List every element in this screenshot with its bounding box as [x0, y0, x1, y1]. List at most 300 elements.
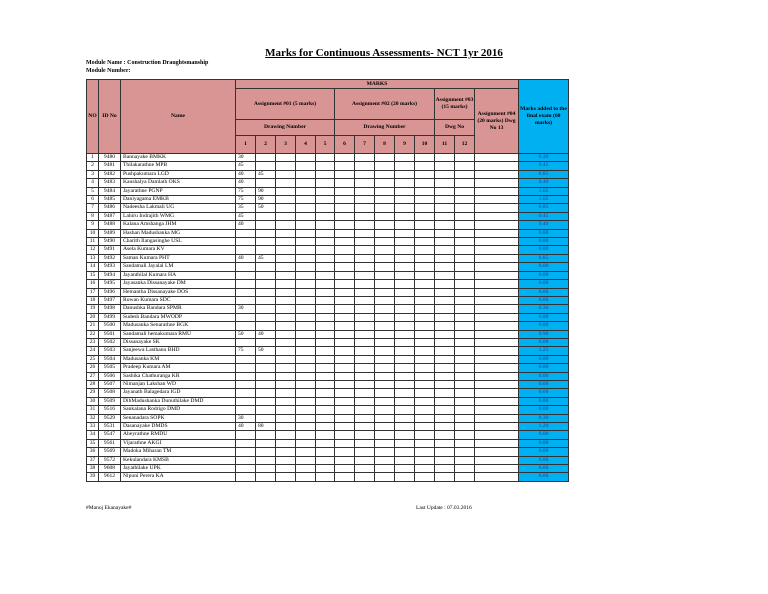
col-number: 6	[335, 136, 355, 154]
page-title: Marks for Continuous Assessments- NCT 1yr 2016	[265, 47, 503, 59]
table-row	[87, 263, 569, 271]
drawing-mark	[435, 170, 455, 178]
student-name: Thilakarathne MPB	[121, 162, 236, 170]
drawing-mark	[395, 162, 415, 170]
drawing-mark	[435, 448, 455, 456]
assignment-4-mark	[475, 204, 519, 212]
table-row	[87, 271, 569, 279]
drawing-mark	[395, 263, 415, 271]
module-number: Module Number:	[86, 68, 131, 74]
row-number: 11	[87, 238, 99, 246]
assignment-4-mark	[475, 473, 519, 481]
drawing-mark	[355, 330, 375, 338]
drawing-mark	[296, 254, 316, 262]
drawing-mark	[435, 456, 455, 464]
assignment-4-mark	[475, 280, 519, 288]
student-name: Saman Kumara PHT	[121, 254, 236, 262]
final-marks: 0.00	[519, 364, 569, 372]
row-number: 5	[87, 187, 99, 195]
drawing-mark	[276, 355, 296, 363]
assignment-4-mark	[475, 330, 519, 338]
student-id: 9493	[99, 263, 121, 271]
final-marks: 0.00	[519, 380, 569, 388]
drawing-mark	[455, 347, 475, 355]
header-no: NO	[87, 80, 99, 154]
drawing-mark	[276, 389, 296, 397]
drawing-mark	[395, 364, 415, 372]
assignment-4-mark	[475, 338, 519, 346]
drawing-mark	[435, 364, 455, 372]
assignment-4-mark	[475, 254, 519, 262]
final-marks: 1.65	[519, 187, 569, 195]
col-number: 10	[415, 136, 435, 154]
drawing-mark	[375, 330, 395, 338]
row-number: 32	[87, 414, 99, 422]
table-row	[87, 448, 569, 456]
drawing-mark	[276, 347, 296, 355]
row-number: 39	[87, 473, 99, 481]
row-number: 34	[87, 431, 99, 439]
drawing-mark	[236, 456, 256, 464]
drawing-mark	[375, 465, 395, 473]
drawing-mark	[335, 406, 355, 414]
drawing-mark	[435, 389, 455, 397]
drawing-mark: 40	[236, 170, 256, 178]
drawing-mark	[296, 473, 316, 481]
row-number: 28	[87, 380, 99, 388]
student-name: Kaushalya Damlath OKS	[121, 179, 236, 187]
drawing-mark	[415, 229, 435, 237]
drawing-mark	[435, 162, 455, 170]
drawing-mark	[296, 372, 316, 380]
row-number: 14	[87, 263, 99, 271]
drawing-mark	[455, 414, 475, 422]
drawing-mark	[375, 406, 395, 414]
row-number: 10	[87, 229, 99, 237]
drawing-mark	[455, 280, 475, 288]
drawing-mark	[276, 431, 296, 439]
drawing-mark	[415, 456, 435, 464]
assignment-4-mark	[475, 406, 519, 414]
table-row	[87, 212, 569, 220]
drawing-mark	[256, 448, 276, 456]
header-assignment-2: Assignment #02 (20 marks)	[335, 89, 435, 120]
table-row	[87, 465, 569, 473]
drawing-mark	[395, 355, 415, 363]
final-marks: 0.85	[519, 204, 569, 212]
module-name: Module Name : Construction Draughtsmanship	[86, 60, 209, 66]
student-id: 9516	[99, 406, 121, 414]
drawing-mark	[415, 238, 435, 246]
drawing-mark	[375, 372, 395, 380]
col-number: 4	[296, 136, 316, 154]
drawing-mark	[335, 389, 355, 397]
final-marks: 0.00	[519, 406, 569, 414]
drawing-mark	[236, 397, 256, 405]
final-marks: 0.00	[519, 338, 569, 346]
drawing-mark	[276, 423, 296, 431]
student-name: Charith Ilangasinghe USL	[121, 238, 236, 246]
table-row	[87, 313, 569, 321]
drawing-mark	[435, 196, 455, 204]
drawing-mark	[236, 439, 256, 447]
drawing-mark	[276, 229, 296, 237]
drawing-mark	[316, 238, 335, 246]
drawing-mark	[415, 162, 435, 170]
student-id: 9480	[99, 154, 121, 162]
drawing-mark	[355, 187, 375, 195]
drawing-mark	[395, 229, 415, 237]
student-id: 9497	[99, 296, 121, 304]
drawing-mark	[415, 330, 435, 338]
table-row	[87, 406, 569, 414]
row-number: 20	[87, 313, 99, 321]
drawing-mark	[455, 204, 475, 212]
drawing-mark	[415, 154, 435, 162]
drawing-mark	[316, 170, 335, 178]
drawing-mark	[435, 280, 455, 288]
drawing-mark	[415, 380, 435, 388]
header-assignment-1: Assignment #01 (5 marks)	[236, 89, 335, 120]
col-number: 5	[316, 136, 335, 154]
student-name: Sankalana Rodrigo DMD	[121, 406, 236, 414]
student-id: 9498	[99, 305, 121, 313]
drawing-mark	[335, 204, 355, 212]
drawing-mark	[296, 322, 316, 330]
drawing-mark: 45	[236, 212, 256, 220]
drawing-mark	[316, 246, 335, 254]
col-number: 9	[395, 136, 415, 154]
student-id: 9484	[99, 187, 121, 195]
drawing-mark	[355, 196, 375, 204]
drawing-mark	[335, 380, 355, 388]
row-number: 33	[87, 423, 99, 431]
drawing-mark	[455, 389, 475, 397]
drawing-mark	[316, 221, 335, 229]
drawing-mark	[335, 397, 355, 405]
drawing-mark	[415, 414, 435, 422]
assignment-4-mark	[475, 364, 519, 372]
drawing-mark	[316, 397, 335, 405]
student-id: 9482	[99, 170, 121, 178]
drawing-mark	[435, 414, 455, 422]
drawing-mark	[435, 296, 455, 304]
drawing-mark	[276, 179, 296, 187]
table-row	[87, 456, 569, 464]
footer-last-update: Last Update : 07.03.2016	[416, 505, 472, 511]
final-marks: 0.00	[519, 263, 569, 271]
drawing-mark	[296, 423, 316, 431]
drawing-mark	[256, 389, 276, 397]
final-marks: 0.00	[519, 372, 569, 380]
drawing-mark	[395, 187, 415, 195]
student-id: 9494	[99, 271, 121, 279]
row-number: 9	[87, 221, 99, 229]
drawing-mark	[415, 221, 435, 229]
drawing-mark	[375, 271, 395, 279]
drawing-mark	[296, 439, 316, 447]
student-id: 9492	[99, 254, 121, 262]
drawing-mark	[375, 439, 395, 447]
final-marks: 1.20	[519, 423, 569, 431]
row-number: 4	[87, 179, 99, 187]
final-marks: 0.45	[519, 162, 569, 170]
assignment-4-mark	[475, 397, 519, 405]
drawing-mark	[415, 271, 435, 279]
drawing-mark	[256, 355, 276, 363]
drawing-mark	[415, 280, 435, 288]
drawing-mark	[435, 254, 455, 262]
drawing-mark	[355, 414, 375, 422]
row-number: 23	[87, 338, 99, 346]
final-marks: 1.25	[519, 347, 569, 355]
drawing-mark	[256, 263, 276, 271]
student-id: 9529	[99, 414, 121, 422]
drawing-mark	[355, 364, 375, 372]
table-row	[87, 389, 569, 397]
drawing-mark	[256, 162, 276, 170]
drawing-mark	[236, 263, 256, 271]
drawing-mark	[256, 456, 276, 464]
drawing-mark	[375, 313, 395, 321]
final-marks: 0.30	[519, 414, 569, 422]
drawing-mark: 40	[236, 221, 256, 229]
assignment-4-mark	[475, 170, 519, 178]
drawing-mark	[395, 423, 415, 431]
drawing-mark	[355, 456, 375, 464]
assignment-4-mark	[475, 448, 519, 456]
drawing-mark	[316, 204, 335, 212]
table-row	[87, 439, 569, 447]
table-row	[87, 431, 569, 439]
assignment-4-mark	[475, 296, 519, 304]
table-row	[87, 423, 569, 431]
drawing-mark	[355, 397, 375, 405]
drawing-mark	[375, 305, 395, 313]
drawing-mark: 50	[236, 330, 256, 338]
student-name: Kalana Amshanga JHM	[121, 221, 236, 229]
table-row	[87, 170, 569, 178]
drawing-mark	[455, 288, 475, 296]
student-name: Sudesh Bandara MWODP	[121, 313, 236, 321]
student-name: Sanjeewa Lasthanu BHD	[121, 347, 236, 355]
drawing-mark	[455, 179, 475, 187]
student-id: 9561	[99, 439, 121, 447]
drawing-mark	[355, 212, 375, 220]
drawing-mark	[316, 322, 335, 330]
drawing-mark	[375, 355, 395, 363]
student-id: 9608	[99, 465, 121, 473]
drawing-mark	[395, 254, 415, 262]
student-id: 9490	[99, 238, 121, 246]
student-name: Jayanath Balagedara IGD	[121, 389, 236, 397]
drawing-mark	[375, 254, 395, 262]
table-row	[87, 196, 569, 204]
final-marks: 0.85	[519, 170, 569, 178]
table-row	[87, 322, 569, 330]
student-name: Senanadara SOPK	[121, 414, 236, 422]
drawing-mark	[455, 423, 475, 431]
header-assignment-4: Assignment #04 (20 marks) Dwg No 13	[475, 89, 519, 154]
drawing-mark	[335, 448, 355, 456]
drawing-mark	[435, 204, 455, 212]
drawing-mark	[375, 154, 395, 162]
drawing-mark	[335, 313, 355, 321]
drawing-mark	[335, 330, 355, 338]
drawing-mark	[335, 154, 355, 162]
drawing-mark	[276, 221, 296, 229]
row-number: 16	[87, 280, 99, 288]
drawing-mark	[375, 204, 395, 212]
drawing-mark	[335, 431, 355, 439]
drawing-mark	[435, 347, 455, 355]
drawing-mark	[335, 263, 355, 271]
drawing-mark	[335, 162, 355, 170]
drawing-mark	[395, 372, 415, 380]
drawing-mark	[316, 263, 335, 271]
drawing-mark	[415, 322, 435, 330]
student-id: 9501	[99, 330, 121, 338]
assignment-4-mark	[475, 263, 519, 271]
table-row	[87, 397, 569, 405]
drawing-mark: 40	[236, 423, 256, 431]
drawing-mark	[335, 338, 355, 346]
drawing-mark	[415, 313, 435, 321]
drawing-mark	[316, 162, 335, 170]
student-name: Lahiru Indrajith WMG	[121, 212, 236, 220]
drawing-mark	[236, 355, 256, 363]
drawing-mark	[236, 406, 256, 414]
drawing-mark: 45	[256, 254, 276, 262]
drawing-mark	[355, 347, 375, 355]
drawing-mark	[256, 372, 276, 380]
header-final: Marks added to the final exam (60 marks)	[519, 80, 569, 154]
assignment-4-mark	[475, 456, 519, 464]
drawing-mark	[435, 229, 455, 237]
drawing-mark	[355, 154, 375, 162]
assignment-4-mark	[475, 238, 519, 246]
drawing-mark	[395, 406, 415, 414]
drawing-mark	[395, 473, 415, 481]
drawing-mark	[415, 254, 435, 262]
student-id: 9503	[99, 347, 121, 355]
drawing-mark	[375, 414, 395, 422]
drawing-mark	[276, 263, 296, 271]
student-name: Sandamali hemakumara RMU	[121, 330, 236, 338]
row-number: 2	[87, 162, 99, 170]
final-marks: 0.00	[519, 271, 569, 279]
drawing-mark	[455, 473, 475, 481]
student-name: Abeyrathne RMDU	[121, 431, 236, 439]
drawing-mark	[316, 305, 335, 313]
student-id: 9500	[99, 322, 121, 330]
drawing-mark	[335, 372, 355, 380]
drawing-mark	[256, 305, 276, 313]
drawing-mark	[415, 179, 435, 187]
assignment-4-mark	[475, 154, 519, 162]
drawing-mark	[296, 465, 316, 473]
drawing-mark	[395, 465, 415, 473]
drawing-mark	[415, 431, 435, 439]
drawing-mark	[276, 187, 296, 195]
drawing-mark	[236, 431, 256, 439]
table-row	[87, 238, 569, 246]
drawing-mark	[355, 313, 375, 321]
drawing-mark	[256, 212, 276, 220]
drawing-mark	[455, 162, 475, 170]
student-name: Madusanka KM	[121, 355, 236, 363]
drawing-mark: 40	[236, 254, 256, 262]
drawing-mark	[276, 406, 296, 414]
drawing-mark	[316, 179, 335, 187]
drawing-mark	[455, 221, 475, 229]
assignment-4-mark	[475, 221, 519, 229]
col-number: 2	[256, 136, 276, 154]
drawing-mark	[395, 456, 415, 464]
student-id: 9505	[99, 364, 121, 372]
assignment-4-mark	[475, 431, 519, 439]
final-marks: 0.00	[519, 238, 569, 246]
assignment-4-mark	[475, 380, 519, 388]
assignment-4-mark	[475, 372, 519, 380]
drawing-mark	[455, 322, 475, 330]
table-row	[87, 330, 569, 338]
drawing-mark	[276, 204, 296, 212]
row-number: 1	[87, 154, 99, 162]
drawing-mark	[236, 271, 256, 279]
drawing-mark	[415, 448, 435, 456]
drawing-mark	[276, 380, 296, 388]
drawing-mark	[276, 439, 296, 447]
drawing-mark	[375, 448, 395, 456]
drawing-mark	[335, 355, 355, 363]
drawing-mark	[455, 380, 475, 388]
drawing-mark	[335, 305, 355, 313]
drawing-mark	[355, 271, 375, 279]
row-number: 6	[87, 196, 99, 204]
drawing-mark	[256, 179, 276, 187]
drawing-mark	[236, 238, 256, 246]
drawing-mark	[335, 170, 355, 178]
drawing-mark	[375, 473, 395, 481]
row-number: 26	[87, 364, 99, 372]
drawing-mark	[355, 162, 375, 170]
drawing-mark	[395, 380, 415, 388]
drawing-mark	[316, 271, 335, 279]
row-number: 12	[87, 246, 99, 254]
student-id: 9569	[99, 448, 121, 456]
table-row	[87, 372, 569, 380]
row-number: 22	[87, 330, 99, 338]
drawing-mark	[455, 246, 475, 254]
row-number: 15	[87, 271, 99, 279]
drawing-mark	[296, 414, 316, 422]
row-number: 35	[87, 439, 99, 447]
drawing-mark	[415, 263, 435, 271]
drawing-mark	[236, 389, 256, 397]
col-number: 1	[236, 136, 256, 154]
header-drawing-number-2: Drawing Number	[335, 120, 435, 136]
drawing-mark	[415, 338, 435, 346]
table-row	[87, 162, 569, 170]
drawing-mark	[296, 364, 316, 372]
student-name: Nipuni Perera KA	[121, 473, 236, 481]
drawing-mark	[415, 212, 435, 220]
drawing-mark	[316, 313, 335, 321]
assignment-4-mark	[475, 347, 519, 355]
drawing-mark	[276, 170, 296, 178]
table-row	[87, 355, 569, 363]
